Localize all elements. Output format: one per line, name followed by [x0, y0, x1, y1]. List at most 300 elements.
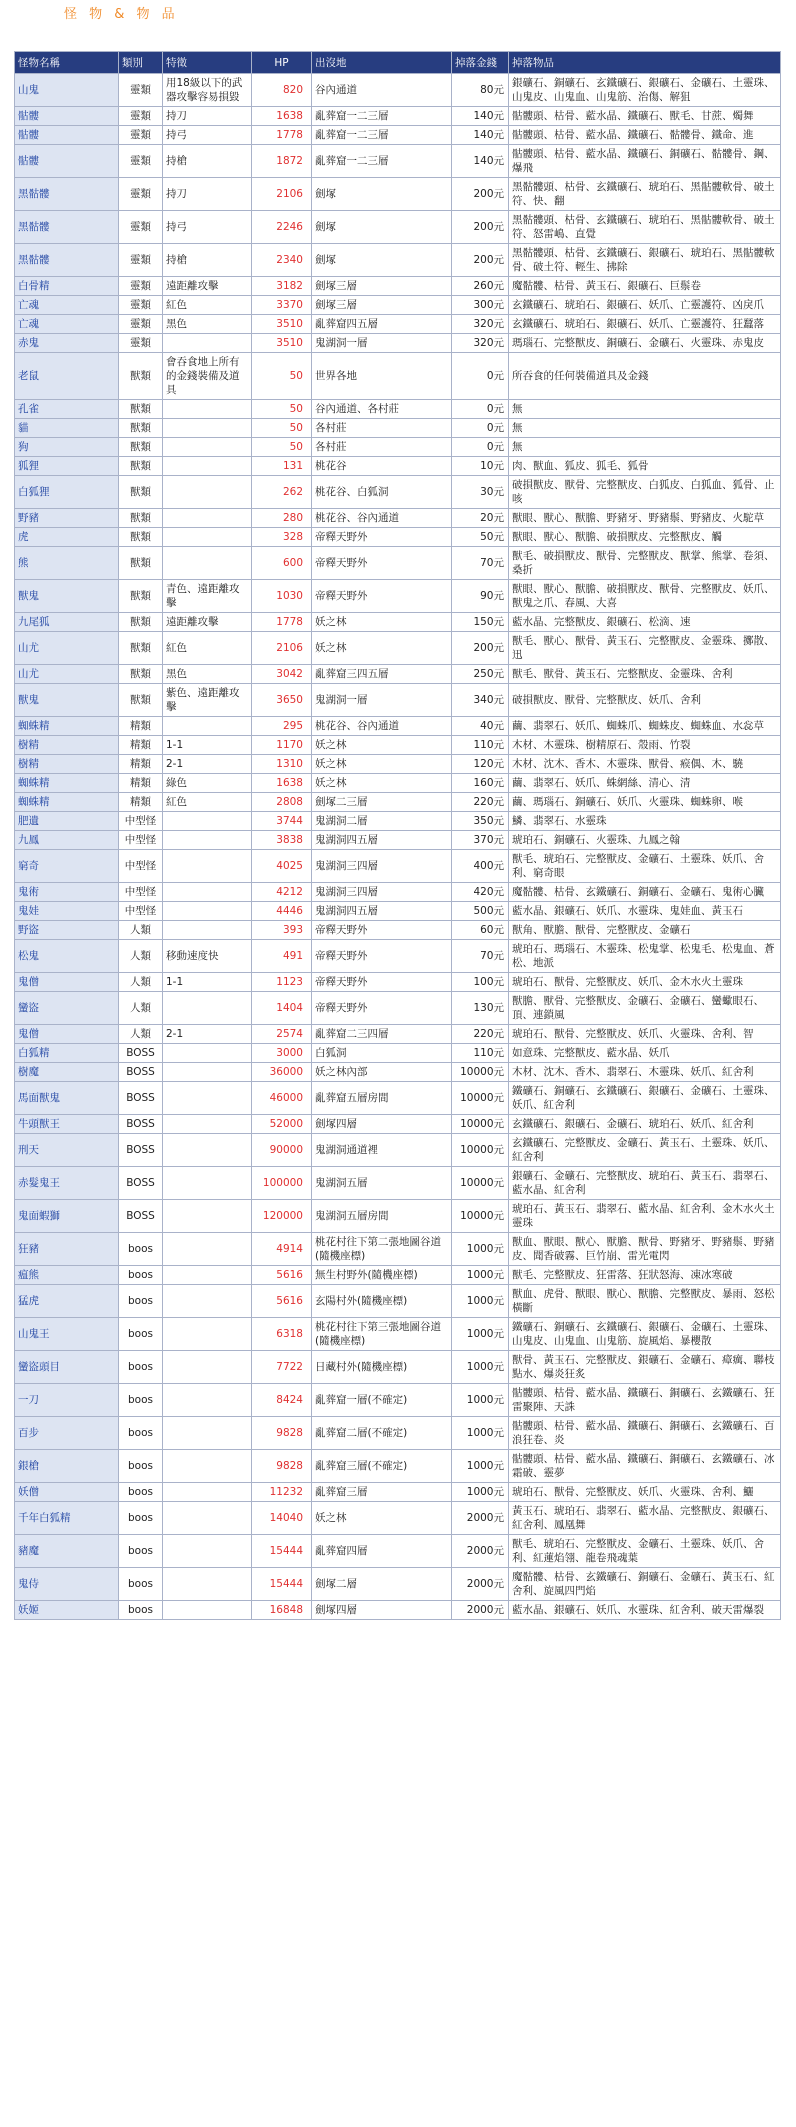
monster-location: 各村莊 — [312, 438, 452, 457]
monster-gold: 200元 — [452, 632, 509, 665]
monster-drops: 獸眼、獸心、獸膽、破損獸皮、獸骨、完整獸皮、妖爪、獸鬼之爪、春風、大喜 — [509, 580, 781, 613]
monster-type: 精類 — [119, 717, 163, 736]
monster-feature — [163, 1384, 252, 1417]
monster-drops: 獸膽、獸骨、完整獸皮、金礦石、金礦石、蠻蠍眼石、頂、連鎖風 — [509, 992, 781, 1025]
monster-feature — [163, 1063, 252, 1082]
monster-type: boos — [119, 1601, 163, 1620]
monster-type: 靈類 — [119, 244, 163, 277]
monster-type: 靈類 — [119, 277, 163, 296]
table-row — [15, 547, 781, 580]
monster-hp: 2246 — [252, 211, 312, 244]
monster-name: 樹精 — [15, 736, 119, 755]
monster-feature — [163, 717, 252, 736]
monster-type: 獸類 — [119, 457, 163, 476]
monster-name: 樹魔 — [15, 1063, 119, 1082]
monster-drops: 琥珀石、獸骨、完整獸皮、妖爪、火靈珠、舍利、鱺 — [509, 1483, 781, 1502]
monster-drops: 無 — [509, 419, 781, 438]
monster-name: 猛虎 — [15, 1285, 119, 1318]
table-row — [15, 921, 781, 940]
monster-type: 獸類 — [119, 613, 163, 632]
monster-name: 肥遺 — [15, 812, 119, 831]
monster-name: 虎 — [15, 528, 119, 547]
monster-location: 妖之林內部 — [312, 1063, 452, 1082]
monster-name: 獸鬼 — [15, 684, 119, 717]
monster-drops: 如意珠、完整獸皮、藍水晶、妖爪 — [509, 1044, 781, 1063]
monster-gold: 2000元 — [452, 1502, 509, 1535]
monster-hp: 15444 — [252, 1535, 312, 1568]
monster-name: 狗 — [15, 438, 119, 457]
monster-gold: 80元 — [452, 74, 509, 107]
monster-name: 熊 — [15, 547, 119, 580]
monster-feature: 青色、遠距離攻擊 — [163, 580, 252, 613]
monster-type: BOSS — [119, 1044, 163, 1063]
monster-location: 妖之林 — [312, 755, 452, 774]
monster-drops: 獸眼、獸心、獸膽、破損獸皮、完整獸皮、觸 — [509, 528, 781, 547]
monster-hp: 120000 — [252, 1200, 312, 1233]
table-row — [15, 1266, 781, 1285]
monster-feature: 遠距離攻擊 — [163, 277, 252, 296]
monster-hp: 1170 — [252, 736, 312, 755]
monster-drops: 魔骷髏、枯骨、黃玉石、銀礦石、巨鬃卷 — [509, 277, 781, 296]
monster-hp: 8424 — [252, 1384, 312, 1417]
monster-type: boos — [119, 1568, 163, 1601]
table-header — [15, 52, 781, 74]
monster-feature — [163, 1233, 252, 1266]
header-feature: 特徵 — [163, 52, 252, 74]
monster-feature — [163, 1535, 252, 1568]
monster-gold: 1000元 — [452, 1450, 509, 1483]
monster-gold: 50元 — [452, 528, 509, 547]
monster-hp: 16848 — [252, 1601, 312, 1620]
monster-feature: 持刀 — [163, 178, 252, 211]
table-row — [15, 107, 781, 126]
monster-feature — [163, 831, 252, 850]
monster-name: 瘟熊 — [15, 1266, 119, 1285]
header-gold: 掉落金錢 — [452, 52, 509, 74]
monster-type: 獸類 — [119, 684, 163, 717]
table-row — [15, 992, 781, 1025]
monster-hp: 3000 — [252, 1044, 312, 1063]
monster-name: 老鼠 — [15, 353, 119, 400]
monster-gold: 140元 — [452, 126, 509, 145]
monster-drops: 琥珀石、銅礦石、火靈珠、九鳳之翰 — [509, 831, 781, 850]
monster-feature — [163, 547, 252, 580]
monster-name: 狐狸 — [15, 457, 119, 476]
header-type: 類別 — [119, 52, 163, 74]
monster-type: BOSS — [119, 1200, 163, 1233]
table-row — [15, 580, 781, 613]
table-row — [15, 315, 781, 334]
table-row — [15, 774, 781, 793]
monster-feature: 1-1 — [163, 736, 252, 755]
monster-gold: 1000元 — [452, 1318, 509, 1351]
monster-feature: 紫色、遠距離攻擊 — [163, 684, 252, 717]
monster-gold: 10000元 — [452, 1082, 509, 1115]
monster-name: 山鬼 — [15, 74, 119, 107]
monster-location: 桃花谷、白狐洞 — [312, 476, 452, 509]
monster-drops: 黑骷髏頭、枯骨、玄鐵礦石、琥珀石、黑骷髏軟骨、破土符、怒雷嶋、直覺 — [509, 211, 781, 244]
monster-type: 獸類 — [119, 400, 163, 419]
monster-feature — [163, 400, 252, 419]
monster-gold: 200元 — [452, 178, 509, 211]
monster-drops: 琥珀石、獸骨、完整獸皮、妖爪、火靈珠、舍利、智 — [509, 1025, 781, 1044]
monster-drops: 木材、沈木、香木、翡翠石、木靈珠、妖爪、紅舍利 — [509, 1063, 781, 1082]
monster-name: 鬼僧 — [15, 1025, 119, 1044]
monster-location: 桃花谷 — [312, 457, 452, 476]
monster-name: 野盜 — [15, 921, 119, 940]
table-row — [15, 1318, 781, 1351]
monster-drops: 鐵礦石、銅礦石、玄鐵礦石、銀礦石、金礦石、土靈珠、妖爪、紅舍利 — [509, 1082, 781, 1115]
monster-name: 刑天 — [15, 1134, 119, 1167]
monster-type: BOSS — [119, 1167, 163, 1200]
table-row — [15, 1025, 781, 1044]
monster-type: 獸類 — [119, 528, 163, 547]
table-row — [15, 632, 781, 665]
monster-location: 劍塚四層 — [312, 1601, 452, 1620]
monster-location: 谷內通道、各村莊 — [312, 400, 452, 419]
monster-type: boos — [119, 1417, 163, 1450]
monster-feature — [163, 1450, 252, 1483]
monster-type: 精類 — [119, 793, 163, 812]
monster-location: 帝釋天野外 — [312, 992, 452, 1025]
monster-gold: 140元 — [452, 145, 509, 178]
monster-hp: 3510 — [252, 334, 312, 353]
monster-drops: 獸骨、黃玉石、完整獸皮、銀礦石、金礦石、瘴癘、聯枝點水、爆炎狂炙 — [509, 1351, 781, 1384]
monster-feature — [163, 1134, 252, 1167]
monster-type: boos — [119, 1535, 163, 1568]
monster-location: 劍塚三層 — [312, 296, 452, 315]
monster-drops: 繭、翡翠石、妖爪、蜘蛛爪、蜘蛛皮、蜘蛛血、水惢草 — [509, 717, 781, 736]
monster-feature — [163, 1082, 252, 1115]
monster-hp: 131 — [252, 457, 312, 476]
monster-drops: 琥珀石、瑪瑙石、木靈珠、松鬼掌、松鬼毛、松鬼血、蒼松、地派 — [509, 940, 781, 973]
monster-name: 蜘蛛精 — [15, 793, 119, 812]
monster-name: 窮奇 — [15, 850, 119, 883]
table-row — [15, 1063, 781, 1082]
monster-hp: 2106 — [252, 632, 312, 665]
monster-hp: 600 — [252, 547, 312, 580]
monster-hp: 4446 — [252, 902, 312, 921]
monster-drops: 繭、翡翠石、妖爪、蛛網絲、清心、清 — [509, 774, 781, 793]
monster-drops: 獸眼、獸心、獸膽、野豬牙、野豬鬃、野豬皮、火駝草 — [509, 509, 781, 528]
monster-drops: 銀礦石、金礦石、完整獸皮、琥珀石、黃玉石、翡翠石、藍水晶、紅舍利 — [509, 1167, 781, 1200]
monster-drops: 骷髏頭、枯骨、藍水晶、鐵礦石、銅礦石、玄鐵礦石、百浪狂卷、炎 — [509, 1417, 781, 1450]
monster-feature — [163, 850, 252, 883]
monster-type: 靈類 — [119, 126, 163, 145]
monster-gold: 350元 — [452, 812, 509, 831]
monster-type: boos — [119, 1318, 163, 1351]
monster-feature: 黑色 — [163, 665, 252, 684]
table-row — [15, 684, 781, 717]
monster-name: 松鬼 — [15, 940, 119, 973]
monster-name: 鬼僧 — [15, 973, 119, 992]
monster-feature — [163, 1568, 252, 1601]
monster-gold: 0元 — [452, 400, 509, 419]
monster-type: 精類 — [119, 774, 163, 793]
monster-name: 鬼面蝦獅 — [15, 1200, 119, 1233]
table-row — [15, 831, 781, 850]
table-row — [15, 883, 781, 902]
monster-name: 牛頭獸王 — [15, 1115, 119, 1134]
monster-feature: 2-1 — [163, 755, 252, 774]
monster-type: 獸類 — [119, 353, 163, 400]
monster-feature — [163, 334, 252, 353]
monster-location: 亂葬窟二三四層 — [312, 1025, 452, 1044]
monster-location: 帝釋天野外 — [312, 528, 452, 547]
monster-feature — [163, 528, 252, 547]
monster-gold: 90元 — [452, 580, 509, 613]
monster-feature — [163, 1351, 252, 1384]
monster-location: 桃花村往下第三張地圖谷道(隨機座標) — [312, 1318, 452, 1351]
monster-name: 妖姬 — [15, 1601, 119, 1620]
monster-name: 樹精 — [15, 755, 119, 774]
monster-name: 豬魔 — [15, 1535, 119, 1568]
monster-location: 亂葬窟三四五層 — [312, 665, 452, 684]
monster-location: 帝釋天野外 — [312, 921, 452, 940]
table-row — [15, 1285, 781, 1318]
monster-type: boos — [119, 1285, 163, 1318]
monster-location: 鬼湖洞通道裡 — [312, 1134, 452, 1167]
monster-drops: 琥珀石、黃玉石、翡翠石、藍水晶、紅舍利、金木水火土靈珠 — [509, 1200, 781, 1233]
monster-location: 玄陽村外(隨機座標) — [312, 1285, 452, 1318]
monster-hp: 50 — [252, 400, 312, 419]
monster-drops: 獸血、虎骨、獸眼、獸心、獸膽、完整獸皮、暴雨、怒松橫斷 — [509, 1285, 781, 1318]
monster-drops: 無 — [509, 400, 781, 419]
monster-name: 山鬼王 — [15, 1318, 119, 1351]
monster-gold: 10000元 — [452, 1063, 509, 1082]
monster-gold: 1000元 — [452, 1266, 509, 1285]
monster-hp: 1872 — [252, 145, 312, 178]
monster-location: 劍塚四層 — [312, 1115, 452, 1134]
monster-type: 中型怪 — [119, 831, 163, 850]
monster-feature — [163, 476, 252, 509]
monster-location: 亂葬窟四層 — [312, 1535, 452, 1568]
monster-location: 亂葬窟一二三層 — [312, 107, 452, 126]
monster-location: 亂葬窟一二三層 — [312, 145, 452, 178]
table-row — [15, 1167, 781, 1200]
monster-type: 獸類 — [119, 547, 163, 580]
monster-name: 野豬 — [15, 509, 119, 528]
monster-type: 精類 — [119, 755, 163, 774]
monster-hp: 3182 — [252, 277, 312, 296]
monster-name: 鬼侍 — [15, 1568, 119, 1601]
monster-name: 山尤 — [15, 632, 119, 665]
monster-gold: 200元 — [452, 244, 509, 277]
monster-hp: 5616 — [252, 1266, 312, 1285]
monster-drops: 黑骷髏頭、枯骨、玄鐵礦石、琥珀石、黑骷髏軟骨、破土符、快、翻 — [509, 178, 781, 211]
monster-location: 世界各地 — [312, 353, 452, 400]
table-row — [15, 528, 781, 547]
monster-gold: 1000元 — [452, 1233, 509, 1266]
monster-name: 貓 — [15, 419, 119, 438]
monster-feature — [163, 812, 252, 831]
monster-feature: 持弓 — [163, 126, 252, 145]
monster-location: 谷內通道 — [312, 74, 452, 107]
monster-hp: 15444 — [252, 1568, 312, 1601]
monster-feature: 持槍 — [163, 145, 252, 178]
monster-drops: 肉、獸血、狐皮、狐毛、狐骨 — [509, 457, 781, 476]
monster-location: 亂葬窟二層(不確定) — [312, 1417, 452, 1450]
monster-hp: 280 — [252, 509, 312, 528]
monster-feature: 持槍 — [163, 244, 252, 277]
monster-type: 靈類 — [119, 315, 163, 334]
monster-gold: 40元 — [452, 717, 509, 736]
monster-location: 亂葬窟四五層 — [312, 315, 452, 334]
monster-gold: 120元 — [452, 755, 509, 774]
table-row — [15, 1568, 781, 1601]
monster-feature — [163, 1502, 252, 1535]
monster-gold: 370元 — [452, 831, 509, 850]
monster-hp: 3510 — [252, 315, 312, 334]
monster-hp: 1778 — [252, 126, 312, 145]
monster-hp: 46000 — [252, 1082, 312, 1115]
monster-gold: 320元 — [452, 315, 509, 334]
table-row — [15, 296, 781, 315]
monster-drops: 骷髏頭、枯骨、藍水晶、鐵礦石、獸毛、甘蔗、燭舞 — [509, 107, 781, 126]
monster-gold: 400元 — [452, 850, 509, 883]
table-body — [15, 74, 781, 1620]
monster-gold: 30元 — [452, 476, 509, 509]
monster-type: 獸類 — [119, 476, 163, 509]
monster-type: 靈類 — [119, 178, 163, 211]
monster-type: 人類 — [119, 921, 163, 940]
monster-name: 蠻盜 — [15, 992, 119, 1025]
monster-type: 獸類 — [119, 580, 163, 613]
monster-type: 靈類 — [119, 145, 163, 178]
monster-gold: 160元 — [452, 774, 509, 793]
table-row — [15, 457, 781, 476]
monster-feature — [163, 1285, 252, 1318]
monster-location: 亂葬窟一層(不確定) — [312, 1384, 452, 1417]
monster-type: 獸類 — [119, 438, 163, 457]
monster-hp: 7722 — [252, 1351, 312, 1384]
monster-name: 蜘蛛精 — [15, 774, 119, 793]
monster-name: 一刀 — [15, 1384, 119, 1417]
monster-hp: 1404 — [252, 992, 312, 1025]
monster-gold: 420元 — [452, 883, 509, 902]
monster-gold: 10000元 — [452, 1134, 509, 1167]
monster-drops: 獸毛、破損獸皮、獸骨、完整獸皮、獸掌、熊掌、卷須、桑折 — [509, 547, 781, 580]
monster-drops: 玄鐵礦石、琥珀石、銀礦石、妖爪、亡靈護符、狂蠶落 — [509, 315, 781, 334]
monster-hp: 90000 — [252, 1134, 312, 1167]
monster-type: BOSS — [119, 1063, 163, 1082]
monster-drops: 獸角、獸膽、獸骨、完整獸皮、金礦石 — [509, 921, 781, 940]
monster-feature — [163, 457, 252, 476]
monster-feature: 用18級以下的武器攻擊容易損毀 — [163, 74, 252, 107]
monster-feature — [163, 1417, 252, 1450]
monster-hp: 1123 — [252, 973, 312, 992]
monster-hp: 3838 — [252, 831, 312, 850]
monster-type: 獸類 — [119, 632, 163, 665]
monster-feature — [163, 1167, 252, 1200]
table-row — [15, 277, 781, 296]
monster-feature: 會吞食地上所有的金錢裝備及道具 — [163, 353, 252, 400]
monster-drops: 藍水晶、銀礦石、妖爪、水靈珠、紅舍利、破天雷爆裂 — [509, 1601, 781, 1620]
monster-name: 亡魂 — [15, 315, 119, 334]
monster-drops: 魔骷髏、枯骨、玄鐵礦石、銅礦石、金礦石、鬼術心臟 — [509, 883, 781, 902]
monster-location: 妖之林 — [312, 1502, 452, 1535]
monster-name: 骷髏 — [15, 145, 119, 178]
monster-location: 妖之林 — [312, 613, 452, 632]
monster-name: 白狐狸 — [15, 476, 119, 509]
monster-feature — [163, 1601, 252, 1620]
monster-feature: 移動速度快 — [163, 940, 252, 973]
monster-feature: 綠色 — [163, 774, 252, 793]
monster-location: 劍塚三層 — [312, 277, 452, 296]
table-row — [15, 211, 781, 244]
monster-location: 鬼湖洞二層 — [312, 812, 452, 831]
monster-type: 中型怪 — [119, 812, 163, 831]
monster-location: 桃花谷、谷內通道 — [312, 717, 452, 736]
monster-drops: 獸毛、獸心、獸骨、黃玉石、完整獸皮、金靈珠、擲散、迅 — [509, 632, 781, 665]
monster-name: 骷髏 — [15, 107, 119, 126]
monster-location: 鬼湖洞五層 — [312, 1167, 452, 1200]
monster-type: 獸類 — [119, 419, 163, 438]
monster-name: 銀槍 — [15, 1450, 119, 1483]
table-row — [15, 736, 781, 755]
monster-type: BOSS — [119, 1082, 163, 1115]
monster-feature — [163, 419, 252, 438]
monster-type: 靈類 — [119, 211, 163, 244]
monster-gold: 110元 — [452, 736, 509, 755]
monster-gold: 130元 — [452, 992, 509, 1025]
table-row — [15, 334, 781, 353]
monster-location: 帝釋天野外 — [312, 973, 452, 992]
monster-location: 劍塚二層 — [312, 1568, 452, 1601]
monster-name: 蜘蛛精 — [15, 717, 119, 736]
monster-drops: 破損獸皮、獸骨、完整獸皮、白狐皮、白狐血、狐骨、止咳 — [509, 476, 781, 509]
monster-drops: 獸毛、琥珀石、完整獸皮、金礦石、土靈珠、妖爪、舍利、紅蓮焰翎、龍卷飛魂葉 — [509, 1535, 781, 1568]
monster-location: 鬼湖洞四五層 — [312, 902, 452, 921]
monster-drops: 玄鐵礦石、完整獸皮、金礦石、黃玉石、土靈珠、妖爪、紅舍利 — [509, 1134, 781, 1167]
table-row — [15, 1601, 781, 1620]
monster-hp: 1778 — [252, 613, 312, 632]
monster-drops: 獸毛、完整獸皮、狂雷落、狂狀怒海、凍冰寒破 — [509, 1266, 781, 1285]
monster-drops: 木材、沈木、香木、木靈珠、獸骨、瘊偶、木、驍 — [509, 755, 781, 774]
monster-location: 亂葬窟一二三層 — [312, 126, 452, 145]
monster-hp: 3650 — [252, 684, 312, 717]
monster-gold: 300元 — [452, 296, 509, 315]
monster-gold: 0元 — [452, 353, 509, 400]
monster-feature: 遠距離攻擊 — [163, 613, 252, 632]
header-location: 出沒地 — [312, 52, 452, 74]
monster-hp: 2340 — [252, 244, 312, 277]
monster-drops: 所吞食的任何裝備道具及金錢 — [509, 353, 781, 400]
monster-drops: 骷髏頭、枯骨、藍水晶、鐵礦石、銅礦石、玄鐵礦石、冰霜破、靈夢 — [509, 1450, 781, 1483]
monster-hp: 6318 — [252, 1318, 312, 1351]
monster-gold: 200元 — [452, 211, 509, 244]
monster-gold: 1000元 — [452, 1384, 509, 1417]
monster-name: 妖僧 — [15, 1483, 119, 1502]
monster-feature — [163, 1266, 252, 1285]
monster-hp: 3370 — [252, 296, 312, 315]
monster-drops: 獸毛、琥珀石、完整獸皮、金礦石、土靈珠、妖爪、舍利、窮奇眼 — [509, 850, 781, 883]
monster-drops: 鐵礦石、銅礦石、玄鐵礦石、銀礦石、金礦石、土靈珠、山鬼皮、山鬼血、山鬼筋、旋風焰、暴櫻散 — [509, 1318, 781, 1351]
monster-drops: 破損獸皮、獸骨、完整獸皮、妖爪、舍利 — [509, 684, 781, 717]
monster-name: 孔雀 — [15, 400, 119, 419]
monster-drops: 藍水晶、銀礦石、妖爪、水靈珠、鬼娃血、黃玉石 — [509, 902, 781, 921]
table-row — [15, 438, 781, 457]
monster-hp: 1638 — [252, 107, 312, 126]
monster-name: 鬼娃 — [15, 902, 119, 921]
monster-feature — [163, 1200, 252, 1233]
monster-name: 狂豬 — [15, 1233, 119, 1266]
header-row — [15, 52, 781, 74]
monster-feature — [163, 1318, 252, 1351]
monster-hp: 9828 — [252, 1417, 312, 1450]
monster-drops: 鱗、翡翠石、水靈珠 — [509, 812, 781, 831]
monster-location: 鬼湖洞三四層 — [312, 850, 452, 883]
